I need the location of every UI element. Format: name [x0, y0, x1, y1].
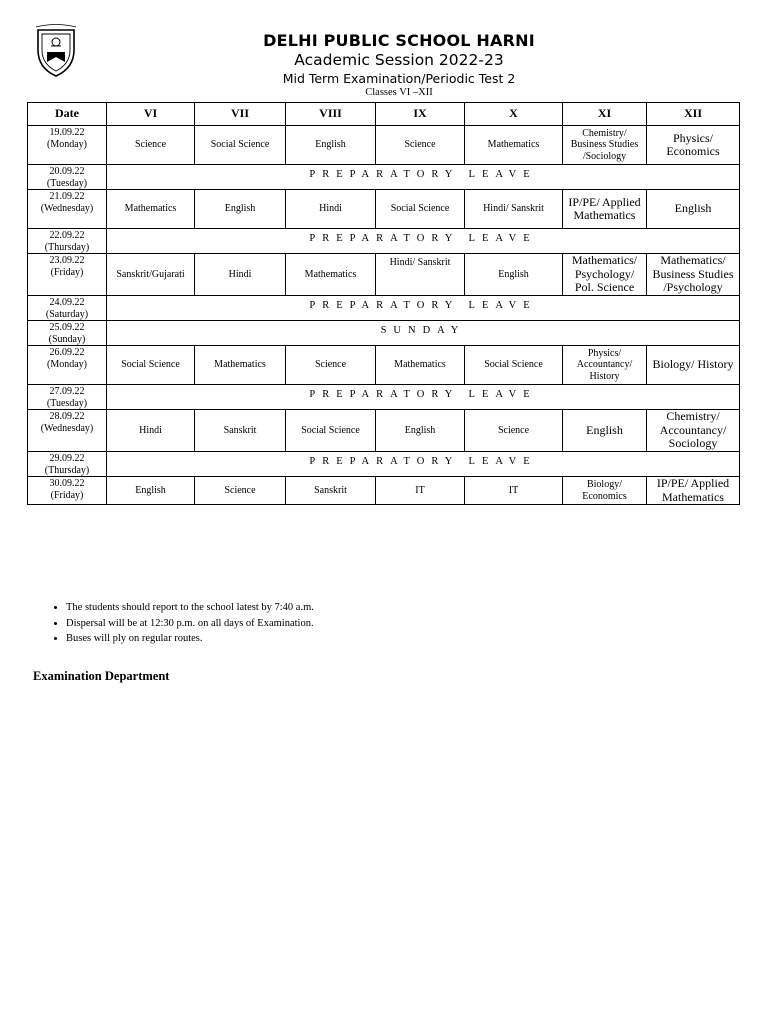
date-text: 23.09.22	[49, 255, 85, 266]
date-cell	[28, 254, 107, 296]
academic-session: Academic Session 2022-23	[294, 51, 504, 69]
subject-cell: Chemistry/ Accountancy/ Sociology	[647, 410, 740, 452]
subject-cell: Hindi/ Sanskrit	[376, 254, 465, 296]
column-header-class-vi: VI	[107, 103, 195, 126]
table-row	[28, 452, 740, 477]
subject-cell: Sanskrit	[286, 477, 376, 505]
table-header-row	[28, 103, 740, 126]
subject-cell: Physics/ Economics	[647, 126, 740, 165]
column-header-class-xii: XII	[647, 103, 740, 126]
date-text: 20.09.22	[49, 166, 85, 177]
date-text: 19.09.22	[49, 127, 85, 138]
date-cell	[28, 410, 107, 452]
subject-cell: Sanskrit/Gujarati	[107, 254, 195, 296]
column-header-class-xi: XI	[563, 103, 647, 126]
table-row	[28, 296, 740, 321]
day-text: (Tuesday)	[46, 397, 88, 409]
table-row	[28, 346, 740, 385]
day-text: (Tuesday)	[46, 177, 88, 189]
table-row	[28, 321, 740, 346]
date-cell	[28, 165, 107, 190]
classes-range: Classes VI –XII	[365, 87, 433, 98]
day-text: (Sunday)	[48, 333, 86, 345]
subject-cell: Mathematics	[376, 346, 465, 385]
table-row	[28, 229, 740, 254]
subject-cell: Social Science	[107, 346, 195, 385]
preparatory-leave-cell: PREPARATORY LEAVE	[107, 229, 740, 254]
subject-cell: Chemistry/ Business Studies /Sociology	[563, 126, 647, 165]
subject-cell: Social Science	[376, 190, 465, 229]
subject-cell: Social Science	[465, 346, 563, 385]
preparatory-leave-cell: PREPARATORY LEAVE	[107, 165, 740, 190]
subject-cell: Science	[107, 126, 195, 165]
date-text: 29.09.22	[49, 453, 85, 464]
subject-cell: English	[465, 254, 563, 296]
subject-cell: Social Science	[195, 126, 286, 165]
subject-cell: Mathematics	[195, 346, 286, 385]
table-row	[28, 165, 740, 190]
column-header-class-ix: IX	[376, 103, 465, 126]
day-text: (Wednesday)	[40, 422, 94, 434]
subject-cell: Hindi	[195, 254, 286, 296]
subject-cell: Hindi	[286, 190, 376, 229]
subject-cell: Mathematics	[465, 126, 563, 165]
table-row	[28, 385, 740, 410]
date-cell	[28, 385, 107, 410]
subject-cell: English	[376, 410, 465, 452]
subject-cell: Science	[286, 346, 376, 385]
instruction-item: • Buses will ply on regular routes.	[66, 631, 314, 647]
subject-cell: Biology/ History	[647, 346, 740, 385]
table-row	[28, 477, 740, 505]
day-text: (Thursday)	[44, 241, 90, 253]
day-text: (Monday)	[47, 138, 87, 150]
instruction-item: • The students should report to the school latest by 7:40 a.m.	[66, 600, 314, 616]
subject-cell: Hindi/ Sanskrit	[465, 190, 563, 229]
subject-cell: IT	[465, 477, 563, 505]
table-row	[28, 410, 740, 452]
table-row	[28, 254, 740, 296]
instructions-list	[48, 600, 314, 647]
day-text: (Saturday)	[45, 308, 89, 320]
date-cell	[28, 296, 107, 321]
subject-cell: Physics/ Accountancy/ History	[563, 346, 647, 385]
column-header-class-vii: VII	[195, 103, 286, 126]
subject-cell: English	[647, 190, 740, 229]
subject-cell: IP/PE/ Applied Mathematics	[563, 190, 647, 229]
exam-title: Mid Term Examination/Periodic Test 2	[282, 71, 516, 86]
subject-cell: English	[195, 190, 286, 229]
date-text: 28.09.22	[49, 411, 85, 422]
instruction-item: • Dispersal will be at 12:30 p.m. on all days of Examination.	[66, 616, 314, 632]
date-text: 27.09.22	[49, 386, 85, 397]
date-cell	[28, 346, 107, 385]
column-header-date: Date	[28, 103, 107, 126]
sunday-cell: SUNDAY	[107, 321, 740, 346]
column-header-class-x: X	[465, 103, 563, 126]
subject-cell: Sanskrit	[195, 410, 286, 452]
date-cell	[28, 321, 107, 346]
column-header-class-viii: VIII	[286, 103, 376, 126]
subject-cell: Mathematics/ Psychology/ Pol. Science	[563, 254, 647, 296]
date-text: 24.09.22	[49, 297, 85, 308]
table-row	[28, 126, 740, 165]
date-text: 22.09.22	[49, 230, 85, 241]
day-text: (Thursday)	[44, 464, 90, 476]
date-text: 25.09.22	[49, 322, 85, 333]
day-text: (Monday)	[47, 358, 87, 370]
date-cell	[28, 477, 107, 505]
subject-cell: Mathematics/ Business Studies /Psychology	[647, 254, 740, 296]
examination-department-signature: Examination Department	[33, 669, 170, 683]
subject-cell: Mathematics	[286, 254, 376, 296]
subject-cell: Science	[195, 477, 286, 505]
date-cell	[28, 452, 107, 477]
subject-cell: Mathematics	[107, 190, 195, 229]
subject-cell: Social Science	[286, 410, 376, 452]
date-cell	[28, 126, 107, 165]
subject-cell: IP/PE/ Applied Mathematics	[647, 477, 740, 505]
subject-cell: English	[286, 126, 376, 165]
subject-cell: Biology/ Economics	[563, 477, 647, 505]
subject-cell: Science	[376, 126, 465, 165]
preparatory-leave-cell: PREPARATORY LEAVE	[107, 385, 740, 410]
day-text: (Wednesday)	[40, 202, 94, 214]
subject-cell: IT	[376, 477, 465, 505]
date-text: 26.09.22	[49, 347, 85, 358]
day-text: (Friday)	[50, 489, 84, 501]
subject-cell: English	[563, 410, 647, 452]
date-cell	[28, 229, 107, 254]
subject-cell: Hindi	[107, 410, 195, 452]
date-cell	[28, 190, 107, 229]
day-text: (Friday)	[50, 266, 84, 278]
preparatory-leave-cell: PREPARATORY LEAVE	[107, 296, 740, 321]
subject-cell: Science	[465, 410, 563, 452]
table-row	[28, 190, 740, 229]
date-text: 30.09.22	[49, 478, 85, 489]
school-name: DELHI PUBLIC SCHOOL HARNI	[263, 31, 535, 50]
subject-cell: English	[107, 477, 195, 505]
preparatory-leave-cell: PREPARATORY LEAVE	[107, 452, 740, 477]
date-text: 21.09.22	[49, 191, 85, 202]
exam-timetable	[27, 102, 740, 505]
